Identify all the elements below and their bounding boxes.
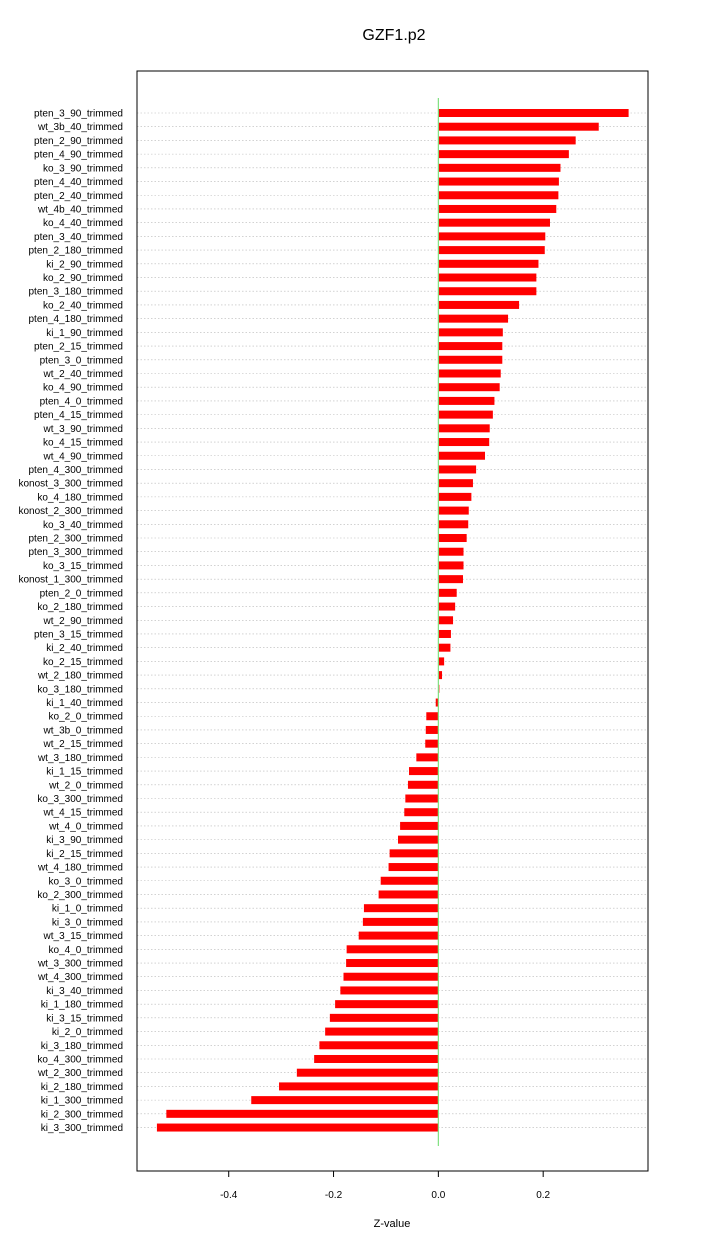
category-label: ko_4_300_trimmed bbox=[37, 1054, 123, 1066]
bar bbox=[426, 712, 438, 720]
x-tick-label: 0.0 bbox=[431, 1190, 446, 1201]
category-label: ko_4_40_trimmed bbox=[42, 218, 123, 230]
category-label: ki_3_300_trimmed bbox=[40, 1123, 123, 1135]
category-label: wt_4_15_trimmed bbox=[43, 807, 123, 819]
bar bbox=[438, 561, 463, 569]
bar bbox=[438, 534, 466, 542]
category-label: ko_3_300_trimmed bbox=[37, 794, 123, 805]
bar bbox=[425, 740, 438, 748]
bar bbox=[166, 1110, 438, 1118]
bar bbox=[438, 479, 473, 487]
category-label: wt_3_15_trimmed bbox=[43, 931, 123, 943]
bar bbox=[408, 781, 438, 789]
category-label: wt_3b_0_trimmed bbox=[43, 725, 123, 737]
category-label: pten_3_300_trimmed bbox=[28, 547, 123, 559]
category-label: ki_1_90_trimmed bbox=[46, 327, 123, 339]
bar bbox=[319, 1041, 438, 1049]
bar bbox=[438, 630, 451, 638]
x-axis bbox=[220, 1171, 550, 1201]
category-label: pten_4_90_trimmed bbox=[34, 149, 123, 161]
category-label: ko_3_180_trimmed bbox=[37, 684, 123, 696]
bar bbox=[438, 616, 453, 624]
bar bbox=[438, 657, 444, 665]
category-label: ki_2_90_trimmed bbox=[46, 259, 123, 271]
category-label: ko_4_15_trimmed bbox=[42, 437, 123, 449]
category-label: ki_1_40_trimmed bbox=[46, 698, 123, 710]
category-label: ki_1_300_trimmed bbox=[40, 1095, 123, 1107]
category-label: wt_4_90_trimmed bbox=[43, 451, 123, 463]
bar bbox=[438, 438, 489, 446]
bar bbox=[438, 520, 468, 528]
category-label: pten_2_300_trimmed bbox=[28, 533, 123, 545]
category-label: ki_3_0_trimmed bbox=[51, 917, 123, 929]
bar bbox=[438, 287, 536, 295]
bar bbox=[438, 178, 559, 186]
category-label: pten_3_15_trimmed bbox=[34, 629, 123, 641]
bar bbox=[330, 1014, 438, 1022]
category-label: ko_3_40_trimmed bbox=[42, 519, 123, 531]
category-label: wt_3_300_trimmed bbox=[37, 958, 123, 970]
category-label: pten_3_40_trimmed bbox=[34, 231, 123, 243]
category-label: wt_4_180_trimmed bbox=[37, 862, 123, 874]
category-label: ko_3_90_trimmed bbox=[42, 163, 123, 175]
category-label: ko_4_0_trimmed bbox=[48, 944, 123, 956]
bar bbox=[347, 945, 439, 953]
bar bbox=[438, 219, 550, 227]
bar bbox=[409, 767, 438, 775]
bar bbox=[297, 1069, 439, 1077]
category-label: wt_3_90_trimmed bbox=[43, 423, 123, 435]
bar bbox=[279, 1082, 438, 1090]
category-label: pten_2_0_trimmed bbox=[39, 588, 123, 600]
category-label: ko_3_15_trimmed bbox=[42, 560, 123, 572]
bar bbox=[335, 1000, 438, 1008]
x-axis-title: Z-value bbox=[373, 1218, 411, 1230]
bar bbox=[340, 986, 438, 994]
bar bbox=[346, 959, 438, 967]
category-label: pten_2_40_trimmed bbox=[34, 190, 123, 202]
category-label: ko_2_90_trimmed bbox=[42, 273, 123, 285]
bar bbox=[379, 890, 439, 898]
category-label: ko_2_0_trimmed bbox=[48, 711, 123, 723]
bar bbox=[438, 123, 598, 131]
category-label: pten_2_90_trimmed bbox=[34, 135, 123, 147]
category-label: pten_3_90_trimmed bbox=[34, 108, 123, 120]
category-label: wt_2_90_trimmed bbox=[43, 615, 123, 627]
category-label: ki_3_40_trimmed bbox=[46, 985, 123, 997]
bar bbox=[438, 507, 468, 515]
category-label: konost_3_300_trimmed bbox=[18, 478, 123, 490]
bar bbox=[438, 205, 556, 213]
category-label: konost_2_300_trimmed bbox=[18, 506, 123, 518]
category-label: ki_2_300_trimmed bbox=[40, 1109, 123, 1121]
category-label: ki_2_0_trimmed bbox=[51, 1027, 123, 1039]
category-label: wt_3b_40_trimmed bbox=[37, 122, 123, 134]
bar bbox=[381, 877, 439, 885]
category-label: pten_4_40_trimmed bbox=[34, 177, 123, 189]
bar bbox=[314, 1055, 438, 1063]
bar bbox=[405, 795, 438, 803]
category-label: ki_1_180_trimmed bbox=[40, 999, 123, 1011]
bar bbox=[438, 548, 463, 556]
category-label: wt_3_180_trimmed bbox=[37, 752, 123, 764]
category-label: wt_2_300_trimmed bbox=[37, 1068, 123, 1080]
category-label: pten_3_0_trimmed bbox=[39, 355, 123, 367]
category-label: ko_2_40_trimmed bbox=[42, 300, 123, 312]
category-label: ki_3_180_trimmed bbox=[40, 1040, 123, 1052]
bar bbox=[364, 904, 438, 912]
category-labels bbox=[18, 109, 123, 1135]
category-label: pten_4_180_trimmed bbox=[28, 314, 123, 326]
bar bbox=[438, 383, 499, 391]
bar bbox=[438, 246, 544, 254]
bar bbox=[438, 328, 502, 336]
category-label: ki_2_15_trimmed bbox=[46, 848, 123, 860]
category-label: wt_2_180_trimmed bbox=[37, 670, 123, 682]
category-label: ko_4_180_trimmed bbox=[37, 492, 123, 504]
category-label: wt_4_300_trimmed bbox=[37, 972, 123, 984]
category-label: ko_2_15_trimmed bbox=[42, 656, 123, 668]
category-label: ki_1_15_trimmed bbox=[46, 766, 123, 778]
category-label: ki_1_0_trimmed bbox=[51, 903, 123, 915]
bar bbox=[390, 849, 439, 857]
bar bbox=[343, 973, 438, 981]
bar bbox=[438, 603, 455, 611]
bar bbox=[438, 356, 502, 364]
bar bbox=[438, 260, 538, 268]
bar bbox=[438, 164, 560, 172]
x-tick-label: 0.2 bbox=[536, 1190, 551, 1201]
category-label: pten_2_15_trimmed bbox=[34, 341, 123, 353]
category-label: pten_3_180_trimmed bbox=[28, 286, 123, 298]
bar bbox=[359, 932, 439, 940]
bar bbox=[438, 644, 450, 652]
bar bbox=[438, 493, 471, 501]
bar bbox=[438, 232, 545, 240]
bar bbox=[438, 342, 502, 350]
bar bbox=[325, 1028, 438, 1036]
bar bbox=[438, 191, 558, 199]
category-label: ki_2_40_trimmed bbox=[46, 643, 123, 655]
category-label: wt_2_40_trimmed bbox=[43, 368, 123, 380]
bar bbox=[438, 575, 463, 583]
category-label: wt_2_15_trimmed bbox=[43, 739, 123, 751]
category-label: wt_2_0_trimmed bbox=[49, 780, 123, 792]
bar bbox=[400, 822, 438, 830]
x-tick-label: -0.4 bbox=[220, 1190, 238, 1201]
bar bbox=[438, 136, 575, 144]
bar bbox=[438, 465, 476, 473]
bar bbox=[438, 397, 494, 405]
bar bbox=[438, 369, 500, 377]
bar bbox=[438, 109, 628, 117]
category-label: ki_3_90_trimmed bbox=[46, 835, 123, 847]
category-label: pten_4_0_trimmed bbox=[39, 396, 123, 408]
category-label: ko_2_180_trimmed bbox=[37, 602, 123, 614]
category-label: konost_1_300_trimmed bbox=[18, 574, 123, 586]
category-label: wt_4_0_trimmed bbox=[49, 821, 123, 833]
bar bbox=[438, 301, 519, 309]
x-tick-label: -0.2 bbox=[324, 1190, 343, 1201]
bar bbox=[363, 918, 438, 926]
category-label: pten_2_180_trimmed bbox=[28, 245, 123, 257]
category-label: ki_3_15_trimmed bbox=[46, 1013, 123, 1025]
bar bbox=[438, 274, 536, 282]
bar bbox=[426, 726, 439, 734]
category-label: ko_4_90_trimmed bbox=[42, 382, 123, 394]
category-label: wt_4b_40_trimmed bbox=[37, 204, 123, 216]
bar bbox=[438, 411, 493, 419]
bar bbox=[398, 836, 438, 844]
bars bbox=[157, 98, 629, 1146]
bar bbox=[438, 589, 456, 597]
category-label: pten_4_15_trimmed bbox=[34, 410, 123, 422]
bar bbox=[404, 808, 438, 816]
chart-title: GZF1.p2 bbox=[362, 27, 426, 44]
bar bbox=[438, 150, 569, 158]
category-label: ki_2_180_trimmed bbox=[40, 1081, 123, 1093]
bar bbox=[251, 1096, 438, 1104]
bar bbox=[389, 863, 439, 871]
bar bbox=[438, 315, 508, 323]
bar bbox=[157, 1124, 438, 1132]
category-label: ko_2_300_trimmed bbox=[37, 889, 123, 901]
bar bbox=[438, 452, 485, 460]
bar bbox=[438, 424, 489, 432]
bar bbox=[416, 753, 438, 761]
category-label: ko_3_0_trimmed bbox=[48, 876, 123, 888]
category-label: pten_4_300_trimmed bbox=[28, 464, 123, 476]
